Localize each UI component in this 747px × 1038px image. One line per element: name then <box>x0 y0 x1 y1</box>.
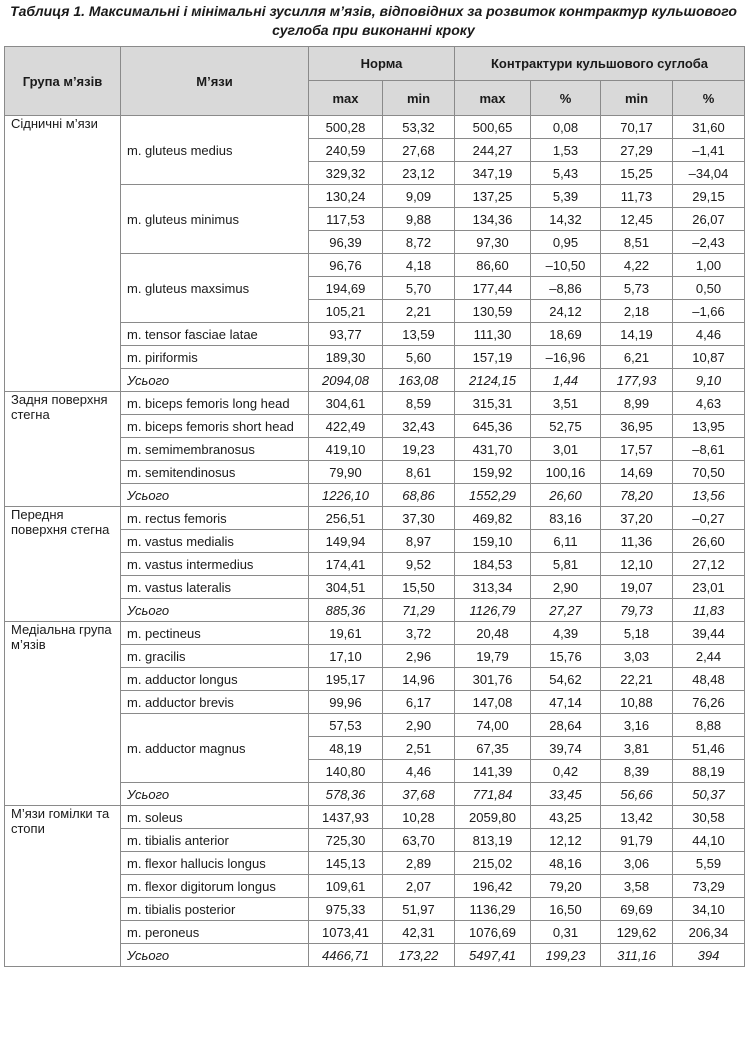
header-group: Група м’язів <box>5 47 121 116</box>
value-cell: 189,30 <box>309 346 383 369</box>
value-cell: 8,39 <box>601 760 673 783</box>
value-cell: 28,64 <box>531 714 601 737</box>
value-cell: 117,53 <box>309 208 383 231</box>
value-cell: 2,21 <box>383 300 455 323</box>
muscle-name: m. adductor brevis <box>121 691 309 714</box>
value-cell: 10,28 <box>383 806 455 829</box>
value-cell: 10,87 <box>673 346 745 369</box>
table-row <box>5 507 745 530</box>
value-cell: 88,19 <box>673 760 745 783</box>
value-cell: 14,32 <box>531 208 601 231</box>
value-cell: 109,61 <box>309 875 383 898</box>
value-cell: 12,12 <box>531 829 601 852</box>
total-value-cell: 199,23 <box>531 944 601 967</box>
value-cell: –1,66 <box>673 300 745 323</box>
value-cell: 240,59 <box>309 139 383 162</box>
muscle-name: m. gracilis <box>121 645 309 668</box>
muscle-name: m. semitendinosus <box>121 461 309 484</box>
header-muscle: М’язи <box>121 47 309 116</box>
total-value-cell: 1,44 <box>531 369 601 392</box>
value-cell: 8,88 <box>673 714 745 737</box>
value-cell: 105,21 <box>309 300 383 323</box>
value-cell: 422,49 <box>309 415 383 438</box>
value-cell: 19,23 <box>383 438 455 461</box>
value-cell: 18,69 <box>531 323 601 346</box>
value-cell: 315,31 <box>455 392 531 415</box>
value-cell: 74,00 <box>455 714 531 737</box>
value-cell: –8,61 <box>673 438 745 461</box>
value-cell: 3,03 <box>601 645 673 668</box>
value-cell: 3,72 <box>383 622 455 645</box>
value-cell: 0,08 <box>531 116 601 139</box>
value-cell: 129,62 <box>601 921 673 944</box>
value-cell: 76,26 <box>673 691 745 714</box>
value-cell: 6,11 <box>531 530 601 553</box>
total-label: Усього <box>121 369 309 392</box>
value-cell: 26,60 <box>673 530 745 553</box>
group-name-cell <box>5 116 121 392</box>
value-cell: 48,16 <box>531 852 601 875</box>
muscle-name: m. adductor magnus <box>121 714 309 783</box>
subheader-contr-max-pct: % <box>531 81 601 116</box>
value-cell: 57,53 <box>309 714 383 737</box>
value-cell: 2,44 <box>673 645 745 668</box>
value-cell: 26,07 <box>673 208 745 231</box>
value-cell: 469,82 <box>455 507 531 530</box>
value-cell: 2,07 <box>383 875 455 898</box>
total-value-cell: 2094,08 <box>309 369 383 392</box>
value-cell: 3,58 <box>601 875 673 898</box>
muscle-name: m. adductor longus <box>121 668 309 691</box>
total-value-cell: 27,27 <box>531 599 601 622</box>
value-cell: 8,99 <box>601 392 673 415</box>
group-name-cell <box>5 507 121 622</box>
subheader-norm-max: max <box>309 81 383 116</box>
value-cell: –2,43 <box>673 231 745 254</box>
value-cell: 11,36 <box>601 530 673 553</box>
table-row <box>5 116 745 139</box>
group-name: Медіальна група м’язів <box>11 622 112 652</box>
value-cell: 3,51 <box>531 392 601 415</box>
value-cell: 96,39 <box>309 231 383 254</box>
muscle-name: m. tensor fasciae latae <box>121 323 309 346</box>
value-cell: 20,48 <box>455 622 531 645</box>
subheader-norm-min: min <box>383 81 455 116</box>
value-cell: 159,10 <box>455 530 531 553</box>
muscle-name: m. piriformis <box>121 346 309 369</box>
group-name: Задня поверхня стегна <box>11 392 108 422</box>
header-contracture: Контрактури кульшового суглоба <box>455 47 745 81</box>
total-value-cell: 11,83 <box>673 599 745 622</box>
group-name: Сідничні м’язи <box>11 116 98 131</box>
total-label: Усього <box>121 783 309 806</box>
value-cell: –1,41 <box>673 139 745 162</box>
value-cell: 500,65 <box>455 116 531 139</box>
value-cell: 17,57 <box>601 438 673 461</box>
value-cell: 8,97 <box>383 530 455 553</box>
value-cell: 5,60 <box>383 346 455 369</box>
muscle-name: m. vastus lateralis <box>121 576 309 599</box>
value-cell: 54,62 <box>531 668 601 691</box>
value-cell: 3,01 <box>531 438 601 461</box>
muscle-name: m. biceps femoris short head <box>121 415 309 438</box>
value-cell: 12,45 <box>601 208 673 231</box>
total-value-cell: 9,10 <box>673 369 745 392</box>
value-cell: 3,16 <box>601 714 673 737</box>
value-cell: 215,02 <box>455 852 531 875</box>
value-cell: 4,46 <box>673 323 745 346</box>
value-cell: 8,61 <box>383 461 455 484</box>
value-cell: 1,00 <box>673 254 745 277</box>
value-cell: 5,73 <box>601 277 673 300</box>
value-cell: 313,34 <box>455 576 531 599</box>
value-cell: 8,51 <box>601 231 673 254</box>
value-cell: 37,20 <box>601 507 673 530</box>
value-cell: 6,21 <box>601 346 673 369</box>
value-cell: 206,34 <box>673 921 745 944</box>
value-cell: 48,19 <box>309 737 383 760</box>
total-value-cell: 885,36 <box>309 599 383 622</box>
value-cell: 8,72 <box>383 231 455 254</box>
value-cell: 13,59 <box>383 323 455 346</box>
value-cell: 11,73 <box>601 185 673 208</box>
value-cell: 29,15 <box>673 185 745 208</box>
value-cell: 1073,41 <box>309 921 383 944</box>
muscle-force-table <box>4 46 745 967</box>
value-cell: 174,41 <box>309 553 383 576</box>
total-value-cell: 1226,10 <box>309 484 383 507</box>
value-cell: 67,35 <box>455 737 531 760</box>
value-cell: 141,39 <box>455 760 531 783</box>
value-cell: 44,10 <box>673 829 745 852</box>
muscle-name: m. tibialis posterior <box>121 898 309 921</box>
subheader-contr-min-pct: % <box>673 81 745 116</box>
table-row <box>5 806 745 829</box>
muscle-name: m. soleus <box>121 806 309 829</box>
value-cell: 9,88 <box>383 208 455 231</box>
value-cell: 5,70 <box>383 277 455 300</box>
value-cell: 140,80 <box>309 760 383 783</box>
value-cell: 244,27 <box>455 139 531 162</box>
value-cell: 6,17 <box>383 691 455 714</box>
total-value-cell: 177,93 <box>601 369 673 392</box>
value-cell: 15,25 <box>601 162 673 185</box>
total-value-cell: 50,37 <box>673 783 745 806</box>
value-cell: 134,36 <box>455 208 531 231</box>
value-cell: 256,51 <box>309 507 383 530</box>
value-cell: 24,12 <box>531 300 601 323</box>
value-cell: 304,61 <box>309 392 383 415</box>
value-cell: 301,76 <box>455 668 531 691</box>
value-cell: 329,32 <box>309 162 383 185</box>
total-value-cell: 78,20 <box>601 484 673 507</box>
muscle-name: m. gluteus medius <box>121 116 309 185</box>
value-cell: 70,17 <box>601 116 673 139</box>
value-cell: 975,33 <box>309 898 383 921</box>
value-cell: 39,74 <box>531 737 601 760</box>
value-cell: 93,77 <box>309 323 383 346</box>
muscle-name: m. peroneus <box>121 921 309 944</box>
muscle-name: m. biceps femoris long head <box>121 392 309 415</box>
value-cell: 5,43 <box>531 162 601 185</box>
value-cell: 5,59 <box>673 852 745 875</box>
value-cell: 79,20 <box>531 875 601 898</box>
total-value-cell: 79,73 <box>601 599 673 622</box>
value-cell: 27,12 <box>673 553 745 576</box>
value-cell: 37,30 <box>383 507 455 530</box>
value-cell: 15,50 <box>383 576 455 599</box>
total-value-cell: 163,08 <box>383 369 455 392</box>
table-caption: Таблиця 1. Максимальні і мінімальні зусилля м’язів, відповідних за розвиток контрактур кульшового суглоба при виконанні кроку <box>10 3 737 38</box>
value-cell: 1076,69 <box>455 921 531 944</box>
value-cell: 177,44 <box>455 277 531 300</box>
total-value-cell: 13,56 <box>673 484 745 507</box>
value-cell: 347,19 <box>455 162 531 185</box>
value-cell: 4,22 <box>601 254 673 277</box>
value-cell: 0,50 <box>673 277 745 300</box>
muscle-name: m. semimembranosus <box>121 438 309 461</box>
total-value-cell: 1126,79 <box>455 599 531 622</box>
value-cell: 149,94 <box>309 530 383 553</box>
value-cell: 19,61 <box>309 622 383 645</box>
value-cell: 52,75 <box>531 415 601 438</box>
value-cell: 645,36 <box>455 415 531 438</box>
total-value-cell: 578,36 <box>309 783 383 806</box>
muscle-name: m. vastus medialis <box>121 530 309 553</box>
value-cell: 48,48 <box>673 668 745 691</box>
value-cell: 4,39 <box>531 622 601 645</box>
muscle-name: m. flexor hallucis longus <box>121 852 309 875</box>
total-value-cell: 33,45 <box>531 783 601 806</box>
value-cell: –8,86 <box>531 277 601 300</box>
value-cell: 97,30 <box>455 231 531 254</box>
value-cell: 14,69 <box>601 461 673 484</box>
value-cell: 159,92 <box>455 461 531 484</box>
group-name-cell <box>5 806 121 967</box>
subheader-contr-min: min <box>601 81 673 116</box>
muscle-name: m. gluteus minimus <box>121 185 309 254</box>
value-cell: 130,59 <box>455 300 531 323</box>
total-label: Усього <box>121 484 309 507</box>
total-value-cell: 173,22 <box>383 944 455 967</box>
total-value-cell: 4466,71 <box>309 944 383 967</box>
value-cell: 147,08 <box>455 691 531 714</box>
value-cell: 36,95 <box>601 415 673 438</box>
value-cell: 14,19 <box>601 323 673 346</box>
muscle-name: m. pectineus <box>121 622 309 645</box>
value-cell: 53,32 <box>383 116 455 139</box>
value-cell: 27,29 <box>601 139 673 162</box>
value-cell: 3,06 <box>601 852 673 875</box>
value-cell: 184,53 <box>455 553 531 576</box>
value-cell: 51,46 <box>673 737 745 760</box>
value-cell: 19,07 <box>601 576 673 599</box>
group-name: Передня поверхня стегна <box>11 507 110 537</box>
value-cell: 96,76 <box>309 254 383 277</box>
value-cell: 2,51 <box>383 737 455 760</box>
value-cell: 1,53 <box>531 139 601 162</box>
value-cell: –10,50 <box>531 254 601 277</box>
value-cell: 15,76 <box>531 645 601 668</box>
muscle-name: m. gluteus maxsimus <box>121 254 309 323</box>
value-cell: 63,70 <box>383 829 455 852</box>
value-cell: 27,68 <box>383 139 455 162</box>
value-cell: 725,30 <box>309 829 383 852</box>
value-cell: 194,69 <box>309 277 383 300</box>
value-cell: 12,10 <box>601 553 673 576</box>
table-row <box>5 392 745 415</box>
value-cell: 2,18 <box>601 300 673 323</box>
value-cell: 111,30 <box>455 323 531 346</box>
value-cell: 0,95 <box>531 231 601 254</box>
total-value-cell: 37,68 <box>383 783 455 806</box>
value-cell: 196,42 <box>455 875 531 898</box>
value-cell: 22,21 <box>601 668 673 691</box>
value-cell: 419,10 <box>309 438 383 461</box>
value-cell: 30,58 <box>673 806 745 829</box>
total-value-cell: 2124,15 <box>455 369 531 392</box>
value-cell: –16,96 <box>531 346 601 369</box>
value-cell: 13,42 <box>601 806 673 829</box>
total-value-cell: 771,84 <box>455 783 531 806</box>
header-norm: Норма <box>309 47 455 81</box>
total-value-cell: 1552,29 <box>455 484 531 507</box>
total-value-cell: 56,66 <box>601 783 673 806</box>
value-cell: 2059,80 <box>455 806 531 829</box>
value-cell: 17,10 <box>309 645 383 668</box>
value-cell: 1136,29 <box>455 898 531 921</box>
value-cell: 1437,93 <box>309 806 383 829</box>
value-cell: 813,19 <box>455 829 531 852</box>
value-cell: 130,24 <box>309 185 383 208</box>
value-cell: 195,17 <box>309 668 383 691</box>
value-cell: 16,50 <box>531 898 601 921</box>
value-cell: 3,81 <box>601 737 673 760</box>
value-cell: 0,42 <box>531 760 601 783</box>
value-cell: 73,29 <box>673 875 745 898</box>
total-value-cell: 5497,41 <box>455 944 531 967</box>
value-cell: 14,96 <box>383 668 455 691</box>
value-cell: 31,60 <box>673 116 745 139</box>
table-row <box>5 622 745 645</box>
muscle-name: m. vastus intermedius <box>121 553 309 576</box>
value-cell: 2,90 <box>531 576 601 599</box>
value-cell: –34,04 <box>673 162 745 185</box>
value-cell: 99,96 <box>309 691 383 714</box>
value-cell: 431,70 <box>455 438 531 461</box>
value-cell: 69,69 <box>601 898 673 921</box>
muscle-name: m. tibialis anterior <box>121 829 309 852</box>
total-value-cell: 311,16 <box>601 944 673 967</box>
value-cell: 51,97 <box>383 898 455 921</box>
value-cell: 8,59 <box>383 392 455 415</box>
total-label: Усього <box>121 944 309 967</box>
value-cell: 23,01 <box>673 576 745 599</box>
value-cell: 304,51 <box>309 576 383 599</box>
total-value-cell: 394 <box>673 944 745 967</box>
value-cell: 91,79 <box>601 829 673 852</box>
value-cell: 157,19 <box>455 346 531 369</box>
total-label: Усього <box>121 599 309 622</box>
value-cell: 145,13 <box>309 852 383 875</box>
muscle-name: m. rectus femoris <box>121 507 309 530</box>
total-value-cell: 68,86 <box>383 484 455 507</box>
value-cell: 100,16 <box>531 461 601 484</box>
value-cell: 32,43 <box>383 415 455 438</box>
value-cell: 137,25 <box>455 185 531 208</box>
value-cell: 43,25 <box>531 806 601 829</box>
value-cell: 86,60 <box>455 254 531 277</box>
value-cell: 500,28 <box>309 116 383 139</box>
value-cell: 0,31 <box>531 921 601 944</box>
group-name: М’язи гомілки та стопи <box>11 806 110 836</box>
value-cell: 4,63 <box>673 392 745 415</box>
value-cell: 2,96 <box>383 645 455 668</box>
value-cell: 42,31 <box>383 921 455 944</box>
value-cell: 4,18 <box>383 254 455 277</box>
group-name-cell <box>5 622 121 806</box>
value-cell: 10,88 <box>601 691 673 714</box>
value-cell: –0,27 <box>673 507 745 530</box>
value-cell: 2,89 <box>383 852 455 875</box>
value-cell: 19,79 <box>455 645 531 668</box>
value-cell: 9,09 <box>383 185 455 208</box>
value-cell: 9,52 <box>383 553 455 576</box>
value-cell: 5,39 <box>531 185 601 208</box>
value-cell: 39,44 <box>673 622 745 645</box>
value-cell: 23,12 <box>383 162 455 185</box>
total-value-cell: 71,29 <box>383 599 455 622</box>
value-cell: 47,14 <box>531 691 601 714</box>
group-name-cell <box>5 392 121 507</box>
muscle-name: m. flexor digitorum longus <box>121 875 309 898</box>
value-cell: 5,18 <box>601 622 673 645</box>
value-cell: 2,90 <box>383 714 455 737</box>
value-cell: 70,50 <box>673 461 745 484</box>
value-cell: 34,10 <box>673 898 745 921</box>
value-cell: 83,16 <box>531 507 601 530</box>
table-body <box>5 116 745 967</box>
value-cell: 13,95 <box>673 415 745 438</box>
total-value-cell: 26,60 <box>531 484 601 507</box>
value-cell: 5,81 <box>531 553 601 576</box>
value-cell: 4,46 <box>383 760 455 783</box>
value-cell: 79,90 <box>309 461 383 484</box>
subheader-contr-max: max <box>455 81 531 116</box>
